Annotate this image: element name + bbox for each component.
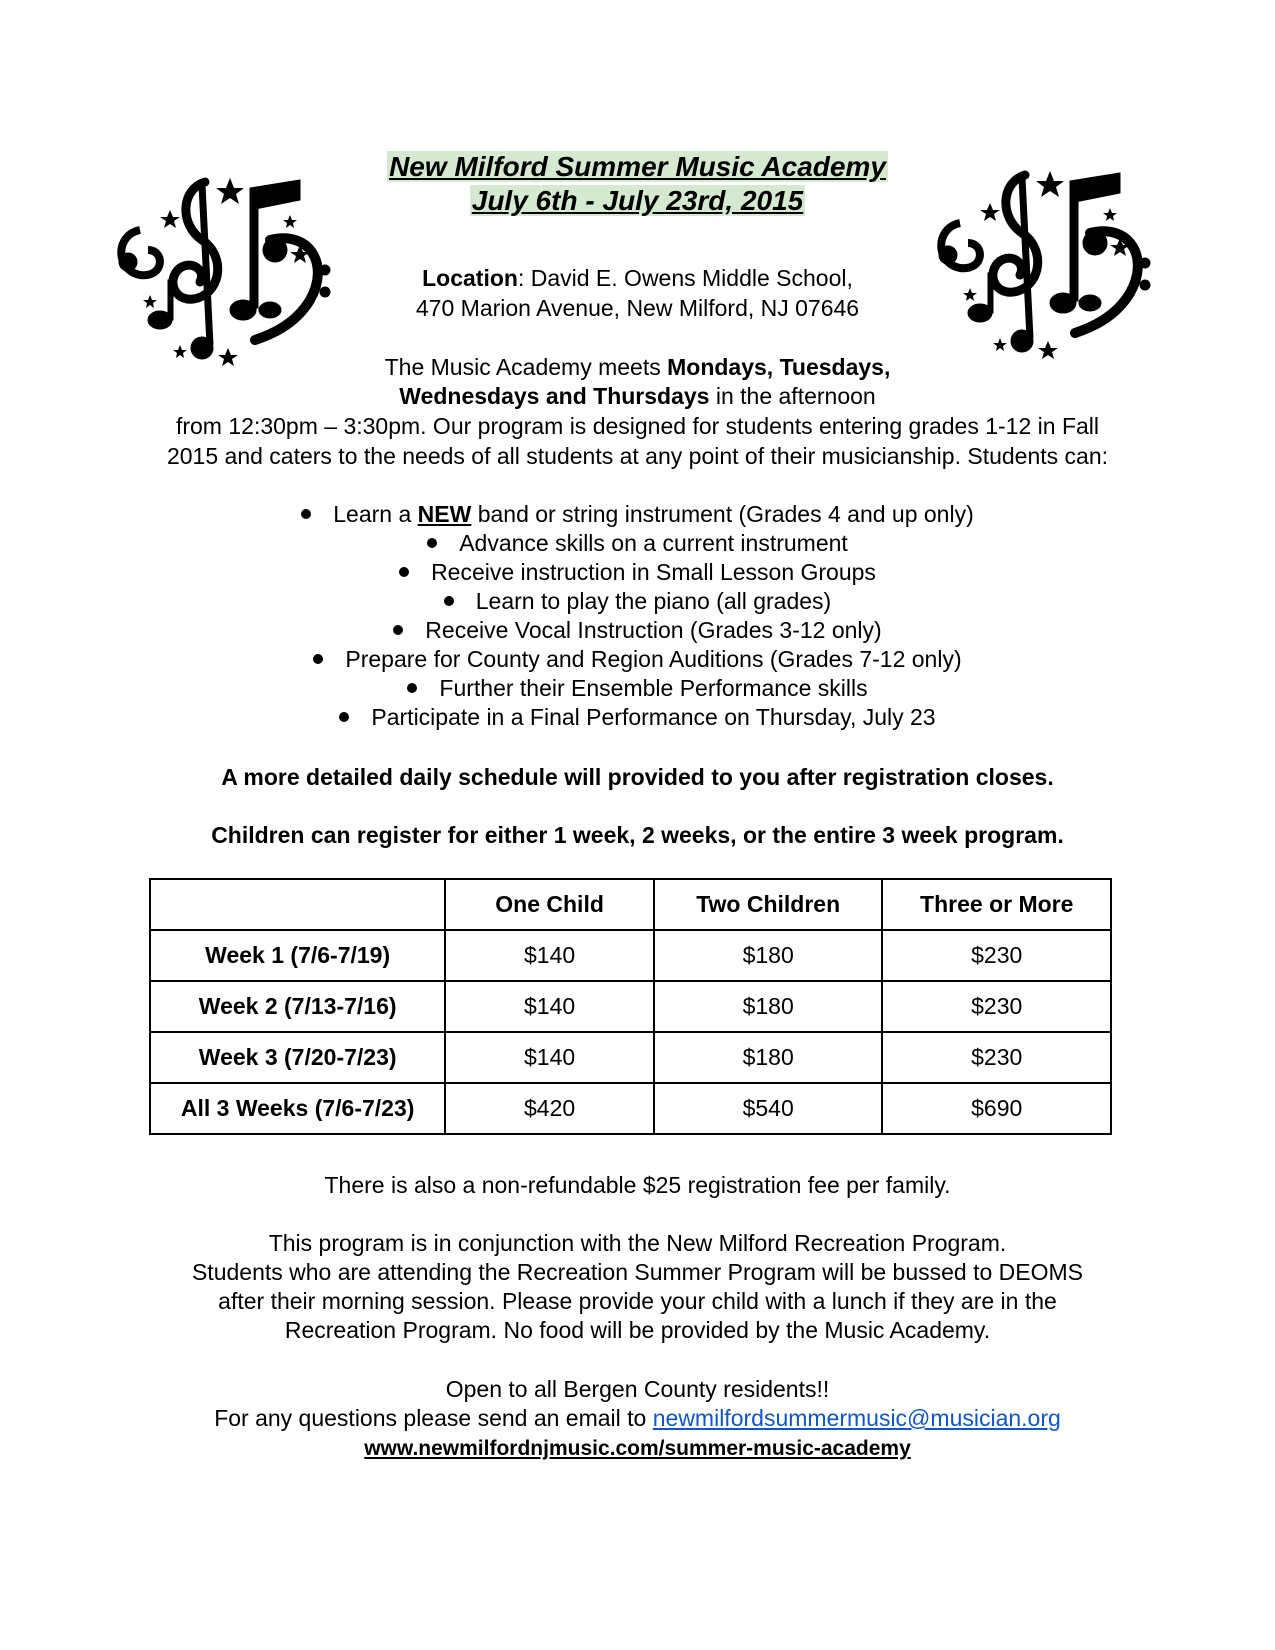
table-row <box>150 981 1111 1032</box>
list-item <box>0 529 1275 558</box>
meeting-line-4: 2015 and caters to the needs of all students at any point of their musicianship. Students can: <box>166 443 1109 469</box>
table-header-cell: Three or More <box>882 879 1111 930</box>
meeting-days-2: Wednesdays and Thursdays <box>399 383 710 409</box>
table-header-cell: One Child <box>445 879 654 930</box>
question-text: For any questions please send an email to <box>214 1405 653 1431</box>
table-cell: $540 <box>654 1083 883 1134</box>
list-item <box>0 558 1275 587</box>
table-row <box>150 1032 1111 1083</box>
bullet-text: Participate in a Final Performance on Thursday, July 23 <box>371 704 936 730</box>
list-item <box>0 616 1275 645</box>
table-header-cell <box>150 879 445 930</box>
bullet-text: Receive Vocal Instruction (Grades 3-12 only) <box>425 617 882 643</box>
table-cell: $180 <box>654 981 883 1032</box>
meeting-pre: The Music Academy meets <box>384 354 668 380</box>
table-header-cell: Two Children <box>654 879 883 930</box>
table-cell: $690 <box>882 1083 1111 1134</box>
page-title <box>0 150 1275 184</box>
list-item <box>0 674 1275 703</box>
table-cell: $180 <box>654 1032 883 1083</box>
table-cell: $420 <box>445 1083 654 1134</box>
schedule-note <box>0 762 1275 792</box>
bullet-text: Prepare for County and Region Auditions (Grades 7-12 only) <box>345 646 962 672</box>
table-row <box>150 930 1111 981</box>
table-row-label: Week 3 (7/20-7/23) <box>150 1032 445 1083</box>
bullet-icon <box>427 538 437 548</box>
list-item <box>0 645 1275 674</box>
bullet-icon <box>301 509 311 519</box>
dates-text: July 6th - July 23rd, 2015 <box>471 185 804 216</box>
register-note-text: Children can register for either 1 week, 2 weeks, or the entire 3 week program. <box>211 822 1064 848</box>
bullet-icon <box>313 654 323 664</box>
list-item <box>0 703 1275 732</box>
website-link[interactable]: www.newmilfordnjmusic.com/summer-music-academy <box>364 1437 911 1460</box>
table-cell: $230 <box>882 981 1111 1032</box>
table-row-label: Week 1 (7/6-7/19) <box>150 930 445 981</box>
table-cell: $140 <box>445 981 654 1032</box>
table-header-row <box>150 879 1111 930</box>
question-line <box>0 1403 1275 1433</box>
website-line <box>0 1432 1275 1464</box>
page-dates <box>0 184 1275 218</box>
schedule-note-text: A more detailed daily schedule will provided to you after registration closes. <box>221 764 1054 790</box>
table-cell: $230 <box>882 930 1111 981</box>
meeting-days-1: Mondays, Tuesdays, <box>667 354 891 380</box>
bullet-icon <box>339 712 349 722</box>
meeting-line-1 <box>0 352 1275 382</box>
pricing-table <box>149 878 1112 1135</box>
table-row-label: All 3 Weeks (7/6-7/23) <box>150 1083 445 1134</box>
meeting-post: in the afternoon <box>709 383 876 409</box>
table-row-label: Week 2 (7/13-7/16) <box>150 981 445 1032</box>
register-note <box>0 820 1275 850</box>
conjunction-line-3: after their morning session. Please provide your child with a lunch if they are in the <box>218 1288 1057 1314</box>
table-row <box>150 1083 1111 1134</box>
conjunction-line-2: Students who are attending the Recreation Summer Program will be bussed to DEOMS <box>191 1259 1084 1285</box>
fee-note: There is also a non-refundable $25 registration fee per family. <box>324 1172 951 1198</box>
location-label: Location <box>422 265 518 291</box>
location-school: : David E. Owens Middle School, <box>517 265 853 291</box>
location-line-2: 470 Marion Avenue, New Milford, NJ 07646 <box>415 295 860 321</box>
title-text: New Milford Summer Music Academy <box>389 151 886 182</box>
bullet-text: Learn to play the piano (all grades) <box>475 588 832 614</box>
bullet-icon <box>444 596 454 606</box>
location-line-1 <box>0 263 1275 293</box>
bullet-emphasis: NEW <box>417 501 472 527</box>
table-cell: $180 <box>654 930 883 981</box>
bullet-icon <box>393 625 403 635</box>
open-note: Open to all Bergen County residents!! <box>445 1376 830 1402</box>
bullet-text: Advance skills on a current instrument <box>459 530 848 556</box>
table-cell: $230 <box>882 1032 1111 1083</box>
bullet-text: Further their Ensemble Performance skills <box>439 675 868 701</box>
email-link[interactable]: newmilfordsummermusic@musician.org <box>652 1405 1061 1431</box>
conjunction-line-4: Recreation Program. No food will be provided by the Music Academy. <box>284 1317 991 1343</box>
bullet-icon <box>407 683 417 693</box>
bullet-text: Learn a <box>333 501 418 527</box>
meeting-line-2 <box>0 381 1275 411</box>
list-item <box>0 587 1275 616</box>
table-cell: $140 <box>445 1032 654 1083</box>
list-item <box>0 500 1275 529</box>
bullet-icon <box>399 567 409 577</box>
conjunction-line-1: This program is in conjunction with the New Milford Recreation Program. <box>268 1230 1007 1256</box>
bullet-text: Receive instruction in Small Lesson Groups <box>431 559 876 585</box>
meeting-line-3: from 12:30pm – 3:30pm. Our program is designed for students entering grades 1-12 in Fall <box>175 413 1100 439</box>
table-cell: $140 <box>445 930 654 981</box>
bullet-text: band or string instrument (Grades 4 and up only) <box>471 501 974 527</box>
